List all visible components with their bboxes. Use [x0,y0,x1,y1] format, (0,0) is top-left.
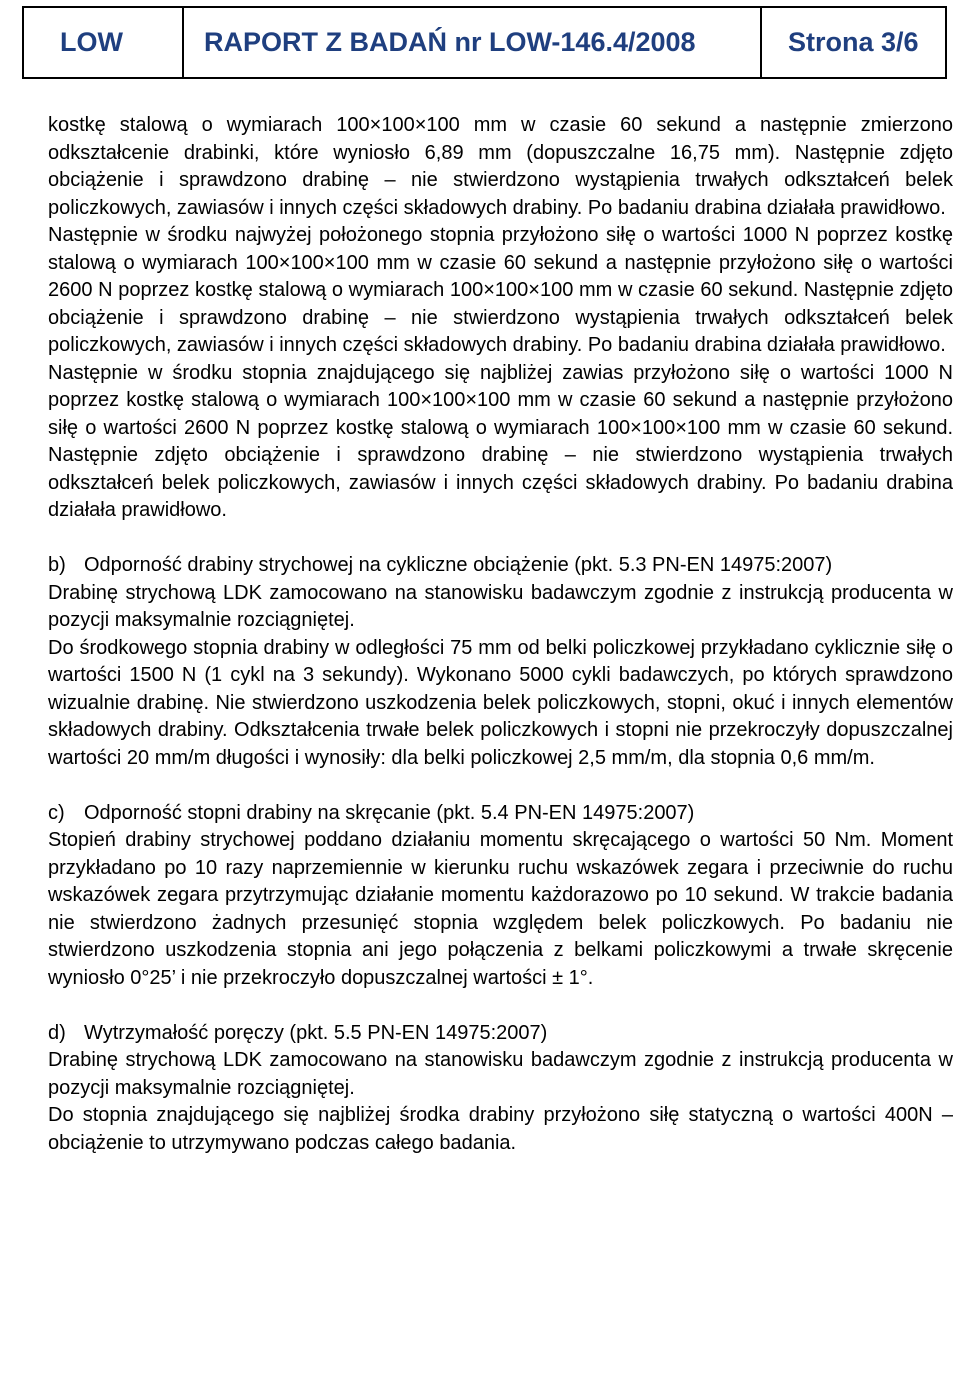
section-label: c) [48,801,65,824]
section-label: d) [48,1021,66,1044]
section-paragraph: Do środkowego stopnia drabiny w odległości 75 mm od belki policzkowej przykładano cyklicznie siłę o wartości 1500 N (1 cykl na 3 sekundy). Wykonano 5000 cykli badawczych, po których sprawdzono wizualnie drabinę. Nie stwierdzono uszkodzenia belek policzkowych, stopni, okuć i innych elementów składowych drabiny. Odkształcenia trwałe belek policzkowych i stopni nie przekroczyły dopuszczalnej wartości 20 mm/m długości i wynosiły: dla belki policzkowej 2,5 mm/m, dla stopnia 0,6 mm/m. [48,636,953,769]
header-page-number: Strona 3/6 [788,27,919,57]
report-header [22,6,947,79]
section-title: Wytrzymałość poręczy (pkt. 5.5 PN-EN 14975:2007) [84,1021,548,1044]
section-paragraph: Drabinę strychową LDK zamocowano na stanowisku badawczym zgodnie z instrukcją producenta w pozycji maksymalnie rozciągniętej. [48,581,953,631]
section-title: Odporność drabiny strychowej na cykliczne obciążenie (pkt. 5.3 PN-EN 14975:2007) [84,554,833,576]
section-paragraph: Do stopnia znajdującego się najbliżej środka drabiny przyłożono siłę statyczną o wartości 400N – obciążenie to utrzymywano podczas całego badania. [48,1104,953,1154]
section-d-heading [48,1020,953,1048]
report-body [48,112,953,1157]
header-report-number: RAPORT Z BADAŃ nr LOW-146.4/2008 [204,27,696,57]
section-paragraph: Stopień drabiny strychowej poddano działaniu momentu skręcającego o wartości 50 Nm. Moment przykładano po 10 razy naprzemiennie w kierunku ruchu wskazówek zegara i przeciwnie do ruchu wskazówek zegara przytrzymując działanie momentu każdorazowo po 10 sekund. W trakcie badania nie stwierdzono żadnych przesunięć stopnia względem belek policzkowych. Po badaniu nie stwierdzono uszkodzenia stopnia ani jego połączenia z belkami policzkowymi a trwałe skręcenie wyniosło 0°25’ i nie przekroczyło dopuszczalnej wartości ± 1°. [48,829,953,989]
section-label: b) [48,554,66,576]
body-paragraph: Następnie w środku stopnia znajdującego się najbliżej zawias przyłożono siłę o wartości 1000 N poprzez kostkę stalową o wymiarach 100×100×100 mm w czasie 60 sekund a następnie przyłożono siłę o wartości 2600 N poprzez kostkę stalową o wymiarach 100×100×100 mm w czasie 60 sekund. Następnie zdjęto obciążenie i sprawdzono drabinę – nie stwierdzono wystąpienia trwałych odkształceń belek policzkowych, zawiasów i innych części składowych drabiny. Po badaniu drabina działała prawidłowo. [48,361,953,521]
header-company: LOW [60,27,123,57]
body-paragraph: kostkę stalową o wymiarach 100×100×100 mm w czasie 60 sekund a następnie zmierzono odkształcenie drabinki, które wyniosło 6,89 mm (dopuszczalne 16,75 mm). Następnie zdjęto obciążenie i sprawdzono drabinę – nie stwierdzono wystąpienia trwałych odkształceń belek policzkowych, zawiasów i innych części składowych drabiny. Po badaniu drabina działała prawidłowo. [48,114,953,219]
section-b-heading [48,552,953,580]
header-divider [760,8,762,77]
body-paragraph: Następnie w środku najwyżej położonego stopnia przyłożono siłę o wartości 1000 N poprzez kostkę stalową o wymiarach 100×100×100 mm w czasie 60 sekund a następnie przyłożono siłę o wartości 2600 N poprzez kostkę stalową o wymiarach 100×100×100 mm w czasie 60 sekund. Następnie zdjęto obciążenie i sprawdzono drabinę – nie stwierdzono wystąpienia trwałych odkształceń belek policzkowych, zawiasów i innych części składowych drabiny. Po badaniu drabina działała prawidłowo. [48,224,953,356]
section-paragraph: Drabinę strychową LDK zamocowano na stanowisku badawczym zgodnie z instrukcją producenta w pozycji maksymalnie rozciągniętej. [48,1049,953,1099]
header-divider [182,8,184,77]
section-title: Odporność stopni drabiny na skręcanie (pkt. 5.4 PN-EN 14975:2007) [84,801,695,824]
section-c-heading [48,800,953,828]
